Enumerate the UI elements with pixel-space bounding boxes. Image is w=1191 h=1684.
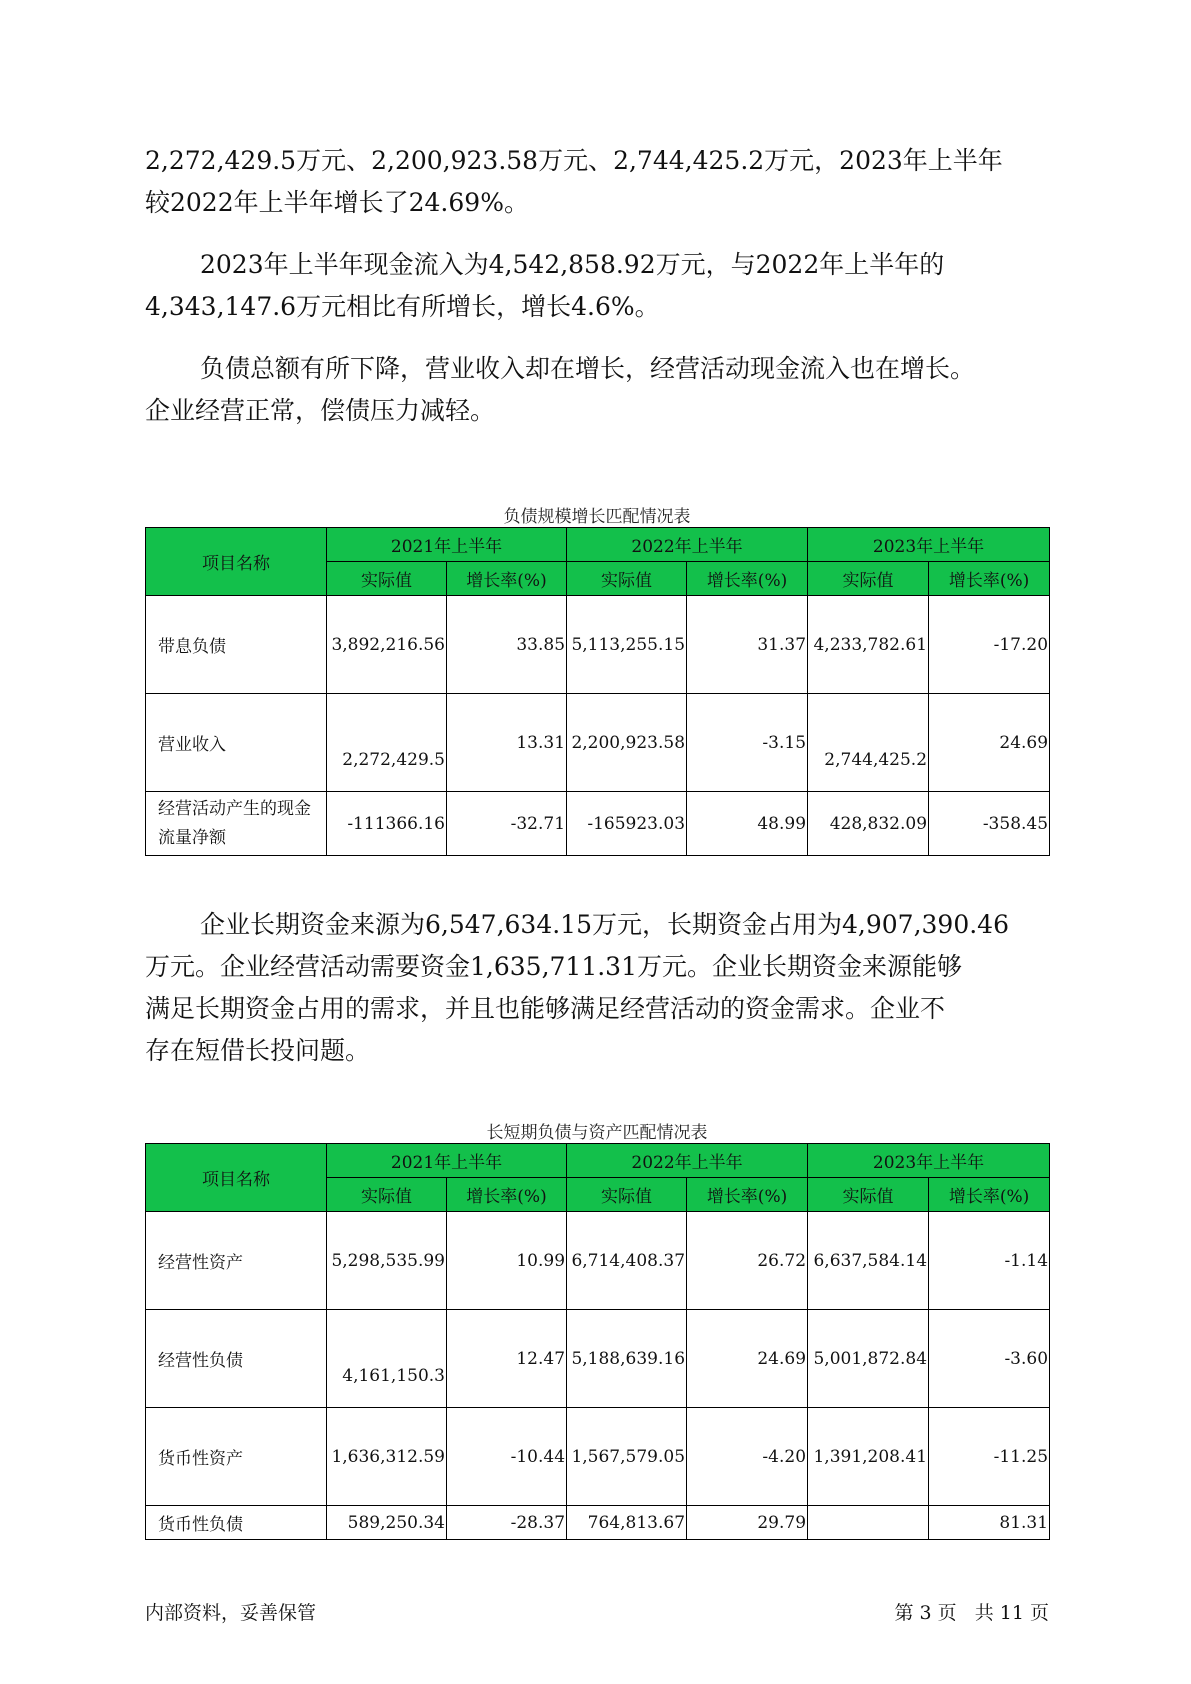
row-name: 带息负债 (146, 596, 327, 694)
row-name: 货币性资产 (146, 1408, 327, 1506)
cell-rate: 48.99 (687, 792, 808, 856)
cell-value: 5,113,255.15 (571, 634, 686, 655)
table-row (146, 792, 1050, 856)
sub-header: 实际值 (327, 562, 447, 596)
cell-rate: 10.99 (447, 1212, 567, 1310)
text-line: 2023年上半年现金流入为4,542,858.92万元，与2022年上半年的 (200, 250, 945, 279)
cell-value: 5,188,639.16 (571, 1348, 686, 1369)
cell-rate: -3.15 (687, 694, 808, 792)
cell-value: 5,298,535.99 (331, 1250, 445, 1271)
text-line: 较2022年上半年增长了24.69%。 (145, 188, 529, 217)
cell-rate: 31.37 (687, 596, 808, 694)
table-debt-scale (145, 527, 1050, 856)
sub-header: 实际值 (808, 562, 929, 596)
cell-value: 4,233,782.61 (813, 634, 928, 655)
cell-rate: 29.79 (687, 1506, 808, 1540)
row-name: 经营活动产生的现金流量净额 (146, 792, 327, 856)
paragraph-long-term-funds (145, 904, 1075, 1072)
text-line: 负债总额有所下降，营业收入却在增长，经营活动现金流入也在增长。 (200, 354, 976, 383)
footer-confidential: 内部资料，妥善保管 (145, 1602, 317, 1624)
cell-rate: -11.25 (929, 1408, 1050, 1506)
cell-value: 5,001,872.84 (813, 1348, 928, 1369)
table-row (146, 1212, 1050, 1310)
period-header: 2023年上半年 (808, 528, 1050, 562)
cell-value: 4,161,150.3 (342, 1366, 445, 1386)
row-name: 货币性负债 (146, 1506, 327, 1540)
cell-value: 6,637,584.14 (813, 1250, 928, 1271)
row-name: 经营性负债 (146, 1310, 327, 1408)
cell-rate: -358.45 (929, 792, 1050, 856)
cell-value: 2,744,425.2 (824, 750, 928, 770)
period-header: 2021年上半年 (327, 528, 567, 562)
text-line: 存在短借长投问题。 (145, 1036, 371, 1065)
text-line: 4,343,147.6万元相比有所增长，增长4.6%。 (145, 292, 660, 321)
table-row (146, 1408, 1050, 1506)
text-line: 满足长期资金占用的需求，并且也能够满足经营活动的资金需求。企业不 (145, 994, 946, 1023)
cell-rate: 33.85 (447, 596, 567, 694)
cell-rate: -28.37 (447, 1506, 567, 1540)
table-debt-asset-match (145, 1143, 1050, 1540)
cell-value: 428,832.09 (808, 792, 929, 856)
cell-value: -111366.16 (327, 792, 447, 856)
sub-header: 实际值 (327, 1178, 447, 1212)
cell-rate: -17.20 (929, 596, 1050, 694)
sub-header: 实际值 (808, 1178, 929, 1212)
item-name-header: 项目名称 (146, 1144, 327, 1212)
cell-value: -165923.03 (567, 792, 687, 856)
text-line: 企业长期资金来源为6,547,634.15万元，长期资金占用为4,907,390.46 (200, 910, 1009, 939)
cell-value: 3,892,216.56 (331, 634, 445, 655)
cell-value: 2,200,923.58 (571, 732, 686, 753)
cell-value: 2,272,429.5 (342, 750, 445, 770)
period-header: 2021年上半年 (327, 1144, 567, 1178)
paragraph-debt-summary (145, 348, 1075, 432)
period-header: 2023年上半年 (808, 1144, 1050, 1178)
cell-rate: -10.44 (447, 1408, 567, 1506)
cell-value: 1,567,579.05 (571, 1446, 686, 1467)
cell-rate: 12.47 (447, 1310, 567, 1408)
cell-rate: 24.69 (687, 1310, 808, 1408)
paragraph-revenue (145, 140, 1075, 224)
table-row (146, 596, 1050, 694)
cell-rate: -3.60 (929, 1310, 1050, 1408)
sub-header: 增长率(%) (687, 1178, 808, 1212)
period-header: 2022年上半年 (567, 1144, 808, 1178)
item-name-header: 项目名称 (146, 528, 327, 596)
text-line: 企业经营正常，偿债压力减轻。 (145, 396, 496, 425)
sub-header: 增长率(%) (687, 562, 808, 596)
cell-value: 1,636,312.59 (331, 1446, 445, 1467)
cell-value: 764,813.67 (567, 1506, 687, 1540)
cell-value (808, 1506, 929, 1540)
row-name: 营业收入 (146, 694, 327, 792)
sub-header: 实际值 (567, 1178, 687, 1212)
sub-header: 增长率(%) (447, 1178, 567, 1212)
cell-rate: -4.20 (687, 1408, 808, 1506)
text-line: 万元。企业经营活动需要资金1,635,711.31万元。企业长期资金来源能够 (145, 952, 962, 981)
cell-rate: 24.69 (929, 694, 1050, 792)
paragraph-cash-inflow (145, 244, 1075, 328)
cell-rate: 13.31 (447, 694, 567, 792)
period-header: 2022年上半年 (567, 528, 808, 562)
table2-caption: 长短期负债与资产匹配情况表 (486, 1123, 708, 1143)
cell-value: 589,250.34 (327, 1506, 447, 1540)
sub-header: 增长率(%) (929, 562, 1050, 596)
table-row (146, 694, 1050, 792)
cell-value: 6,714,408.37 (571, 1250, 686, 1271)
sub-header: 增长率(%) (447, 562, 567, 596)
cell-rate: -1.14 (929, 1212, 1050, 1310)
table1-caption: 负债规模增长匹配情况表 (503, 507, 691, 527)
cell-rate: 81.31 (929, 1506, 1050, 1540)
table-row (146, 1310, 1050, 1408)
sub-header: 实际值 (567, 562, 687, 596)
row-name: 经营性资产 (146, 1212, 327, 1310)
cell-value: 1,391,208.41 (813, 1446, 928, 1467)
sub-header: 增长率(%) (929, 1178, 1050, 1212)
text-line: 2,272,429.5万元、2,200,923.58万元、2,744,425.2万元，2023年上半年 (145, 146, 1003, 175)
cell-rate: 26.72 (687, 1212, 808, 1310)
cell-rate: -32.71 (447, 792, 567, 856)
table-row (146, 1506, 1050, 1540)
footer-page-number: 第 3 页 共 11 页 (894, 1602, 1049, 1624)
